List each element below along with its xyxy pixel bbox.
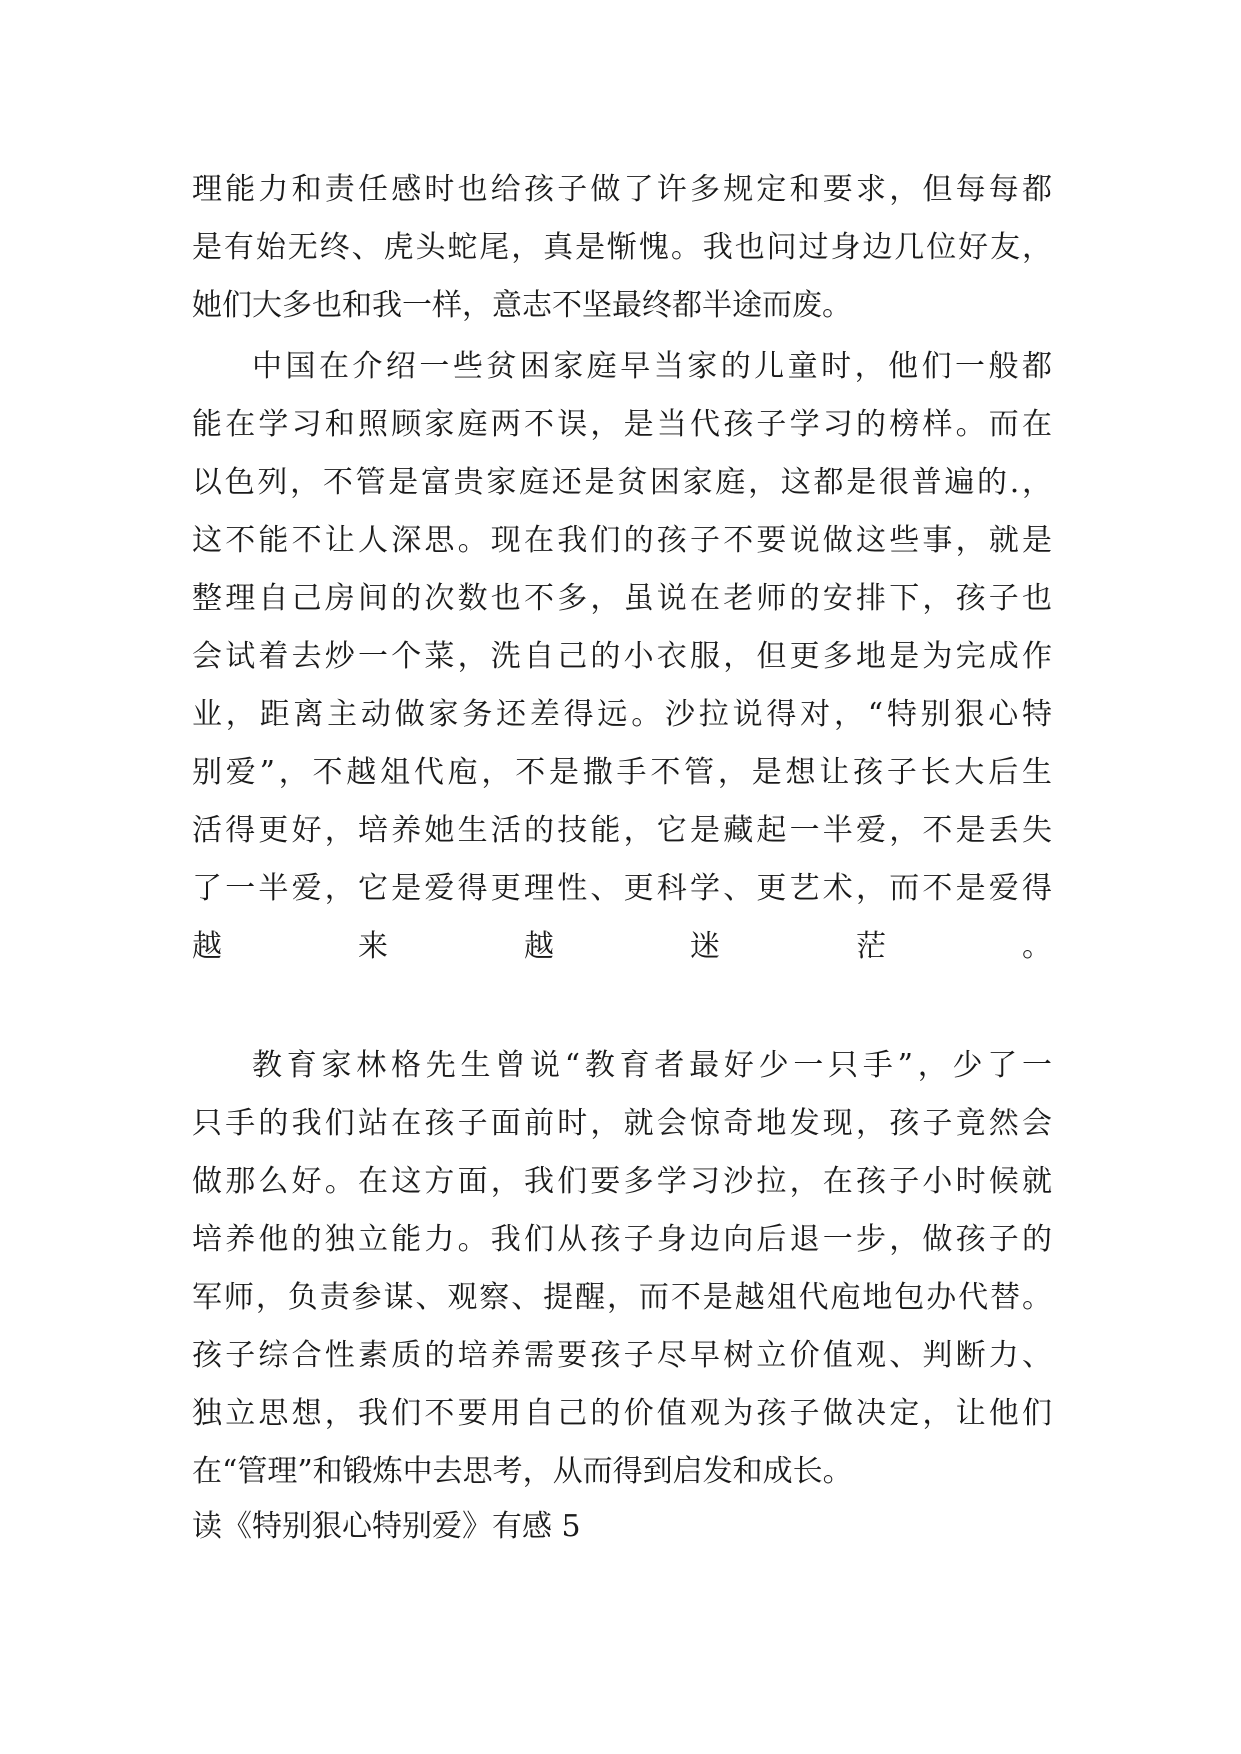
paragraph-3-line-2: 只手的我们站在孩子面前时，就会惊奇地发现，孩子竟然会: [192, 1106, 1052, 1141]
paragraph-3-line-8: 在“管理”和锻炼中去思考，从而得到启发和成长。: [192, 1454, 853, 1489]
paragraph-2-line-9: 活得更好，培养她生活的技能，它是藏起一半爱，不是丢失: [192, 813, 1052, 848]
paragraph-2-line-3: 以色列，不管是富贵家庭还是贫困家庭，这都是很普遍的.，: [192, 465, 1052, 500]
paragraph-2-line-11: 越来越迷茫。: [192, 929, 1052, 964]
paragraph-2-line-7: 业，距离主动做家务还差得远。沙拉说得对，“特别狠心特: [192, 697, 1052, 732]
paragraph-3-line-3: 做那么好。在这方面，我们要多学习沙拉，在孩子小时候就: [192, 1164, 1052, 1199]
paragraph-1-line-2: 是有始无终、虎头蛇尾，真是惭愧。我也问过身边几位好友，: [192, 230, 1052, 265]
paragraph-2-line-4: 这不能不让人深思。现在我们的孩子不要说做这些事，就是: [192, 523, 1052, 558]
paragraph-2-line-5: 整理自己房间的次数也不多，虽说在老师的安排下，孩子也: [192, 581, 1052, 616]
paragraph-3-line-7: 独立思想，我们不要用自己的价值观为孩子做决定，让他们: [192, 1396, 1052, 1431]
paragraph-2-line-12: [192, 976, 1052, 1034]
paragraph-3-line-5: 军师，负责参谋、观察、提醒，而不是越俎代庖地包办代替。: [192, 1280, 1052, 1315]
paragraph-2-line-10: 了一半爱，它是爱得更理性、更科学、更艺术，而不是爱得: [192, 871, 1052, 906]
paragraph-3-line-6: 孩子综合性素质的培养需要孩子尽早树立价值观、判断力、: [192, 1338, 1052, 1373]
paragraph-2-line-8: 别爱”，不越俎代庖，不是撒手不管，是想让孩子长大后生: [192, 755, 1052, 790]
paragraph-2-line-1: 中国在介绍一些贫困家庭早当家的儿童时，他们一般都: [252, 349, 1052, 384]
section-heading: 读《特别狠心特别爱》有感 5: [192, 1509, 581, 1544]
paragraph-3-line-4: 培养他的独立能力。我们从孩子身边向后退一步，做孩子的: [192, 1222, 1052, 1257]
paragraph-1-line-3: 她们大多也和我一样，意志不坚最终都半途而废。: [192, 288, 852, 323]
paragraph-3-line-1: 教育家林格先生曾说“教育者最好少一只手”，少了一: [252, 1048, 1052, 1083]
paragraph-1-line-1: 理能力和责任感时也给孩子做了许多规定和要求，但每每都: [192, 172, 1052, 207]
paragraph-2-line-2: 能在学习和照顾家庭两不误，是当代孩子学习的榜样。而在: [192, 407, 1052, 442]
paragraph-2-line-6: 会试着去炒一个菜，洗自己的小衣服，但更多地是为完成作: [192, 639, 1052, 674]
